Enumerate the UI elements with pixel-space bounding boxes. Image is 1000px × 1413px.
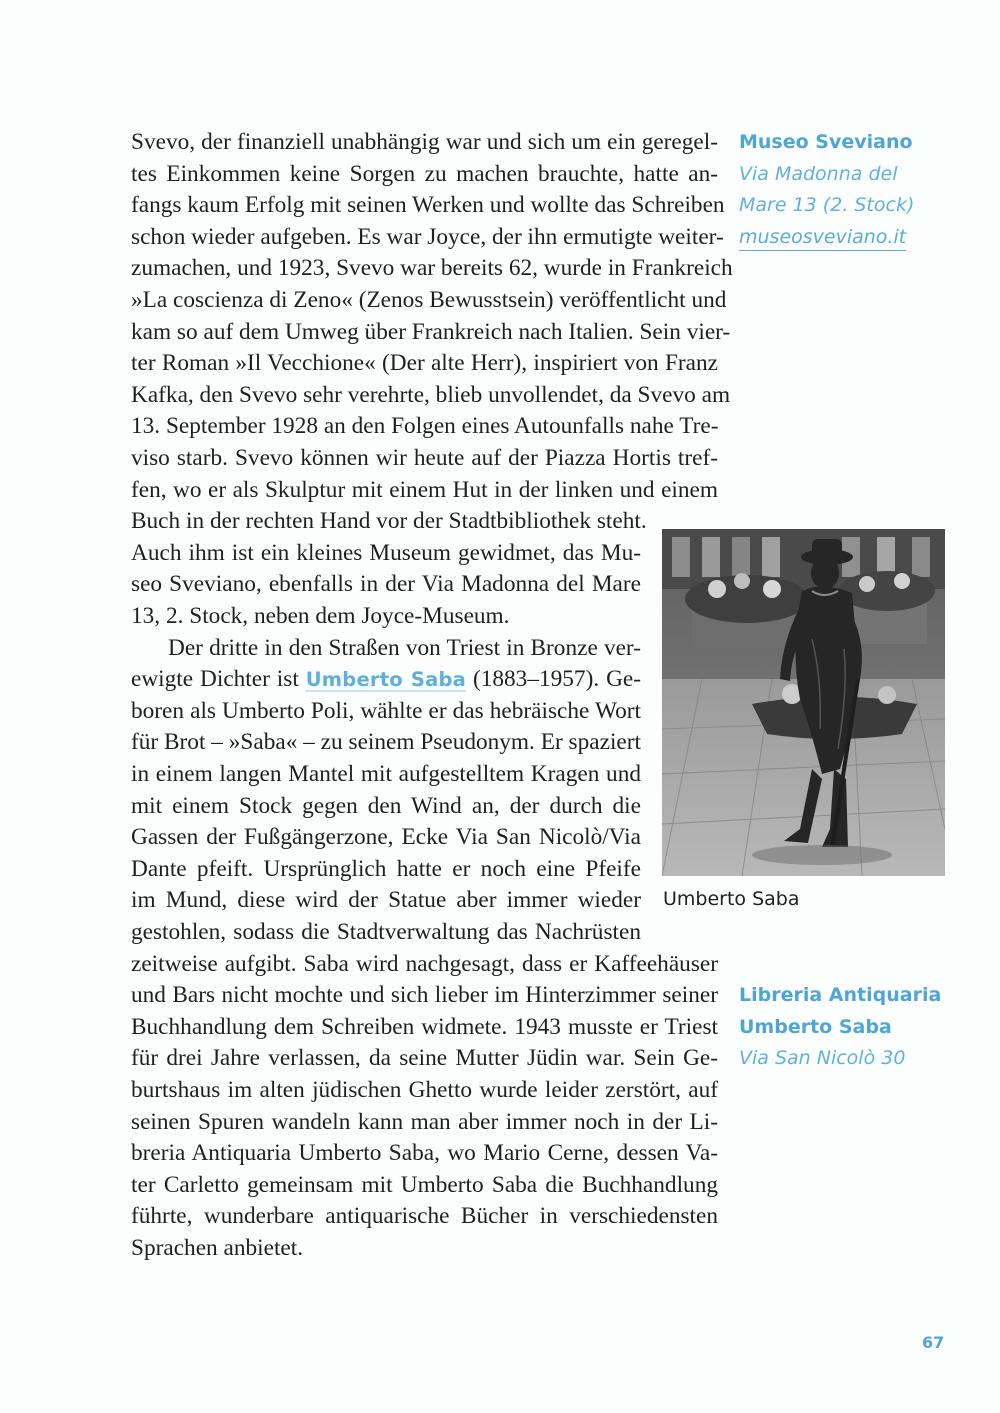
text-line: 13. September 1928 an den Folgen eines Autounfalls nahe Tre- [131, 413, 719, 440]
statue-photo-illustration [662, 529, 945, 876]
museo-address-line-1: Via Madonna del [739, 162, 898, 185]
text-line: burtshaus im alten jüdischen Ghetto wurde leider zerstört, auf [131, 1077, 718, 1103]
text-line: führte, wunderbare antiquarische Bücher in verschiedensten [131, 1203, 718, 1230]
text-line: kam so auf dem Umweg über Frankreich nach Italien. Sein vier- [131, 318, 731, 345]
text-line: boren als Umberto Poli, wählte er das hebräische Wort [131, 697, 641, 724]
libreria-note [739, 980, 941, 1075]
text-line: Gassen der Fußgängerzone, Ecke Via San Nicolò/Via [131, 824, 641, 851]
photo-caption: Umberto Saba [663, 888, 800, 910]
text-line: und Bars nicht mochte und sich lieber im Hinterzimmer seiner [131, 982, 718, 1009]
text-line: ter Carletto gemeinsam mit Umberto Saba die Buchhandlung [131, 1171, 718, 1198]
text-line: seo Sveviano, ebenfalls in der Via Madonna del Mare [131, 571, 641, 598]
text-line: Buch in der rechten Hand vor der Stadtbibliothek steht. [131, 508, 647, 535]
text-line-with-link [131, 664, 641, 696]
museo-title: Museo Sveviano [739, 131, 913, 153]
text-line: fen, wo er als Skulptur mit einem Hut in der linken und einem [131, 476, 718, 503]
text-line: tes Einkommen keine Sorgen zu machen brauchte, hatte an- [131, 160, 718, 187]
umberto-saba-statue-photo [662, 529, 945, 876]
libreria-title-line-1: Libreria Antiquaria [739, 984, 942, 1006]
text-line: zeitweise aufgibt. Saba wird nachgesagt, dass er Kaffeehäuser [131, 950, 718, 977]
text-line: mit einem Stock gegen den Wind an, der durch die [131, 792, 641, 819]
text-line: ter Roman »Il Vecchione« (Der alte Herr), inspiriert von Franz [131, 350, 718, 377]
text-line: viso starb. Svevo können wir heute auf der Piazza Hortis tref- [131, 445, 718, 471]
text-line: seinen Spuren wandeln kann man aber immer noch in der Li- [131, 1108, 718, 1135]
text-line: Dante pfeift. Ursprünglich hatte er noch eine Pfeife [131, 855, 641, 882]
text-line: breria Antiquaria Umberto Saba, wo Mario Cerne, dessen Va- [131, 1140, 718, 1167]
text-fragment: ewigte Dichter ist [131, 666, 306, 693]
text-line: in einem langen Mantel mit aufgestelltem Kragen und [131, 761, 641, 787]
text-line: für Brot – »Saba« – zu seinem Pseudonym. Er spaziert [131, 729, 641, 756]
text-line: Svevo, der finanziell unabhängig war und sich um ein geregel- [131, 129, 718, 155]
text-line: Kafka, den Svevo sehr verehrte, blieb unvollendet, da Svevo am [131, 381, 731, 408]
text-fragment: (1883–1957). Ge- [466, 666, 641, 693]
umberto-saba-link[interactable]: Umberto Saba [305, 668, 467, 692]
text-line: Der dritte in den Straßen von Triest in Bronze ver- [168, 634, 641, 661]
text-line: »La coscienza di Zeno« (Zenos Bewusstsein) veröffentlicht und [131, 287, 727, 313]
text-line: schon wieder aufgeben. Es war Joyce, der ihn ermutigte weiter- [131, 223, 724, 250]
text-line: im Mund, diese wird der Statue aber immer wieder [131, 887, 641, 914]
text-line: 13, 2. Stock, neben dem Joyce-Museum. [131, 603, 510, 629]
text-line: gestohlen, sodass die Stadtverwaltung das Nachrüsten [131, 919, 641, 945]
text-line: für drei Jahre verlassen, da seine Mutter Jüdin war. Sein Ge- [131, 1045, 718, 1072]
museo-address-line-2: Mare 13 (2. Stock) [739, 194, 915, 217]
text-line: Auch ihm ist ein kleines Museum gewidmet, das Mu- [131, 539, 641, 566]
text-line: zumachen, und 1923, Svevo war bereits 62, wurde in Frankreich [131, 255, 733, 282]
libreria-address: Via San Nicolò 30 [739, 1047, 906, 1070]
museo-sveviano-note [739, 127, 914, 253]
museo-website-link[interactable]: museosveviano.it [739, 224, 906, 251]
libreria-title-line-2: Umberto Saba [739, 1015, 892, 1038]
text-line: Sprachen anbietet. [131, 1235, 304, 1261]
text-line: Buchhandlung dem Schreiben widmete. 1943 musste er Triest [131, 1013, 718, 1040]
text-line: fangs kaum Erfolg mit seinen Werken und wollte das Schreiben [131, 192, 725, 219]
page-number: 67 [922, 1333, 945, 1352]
